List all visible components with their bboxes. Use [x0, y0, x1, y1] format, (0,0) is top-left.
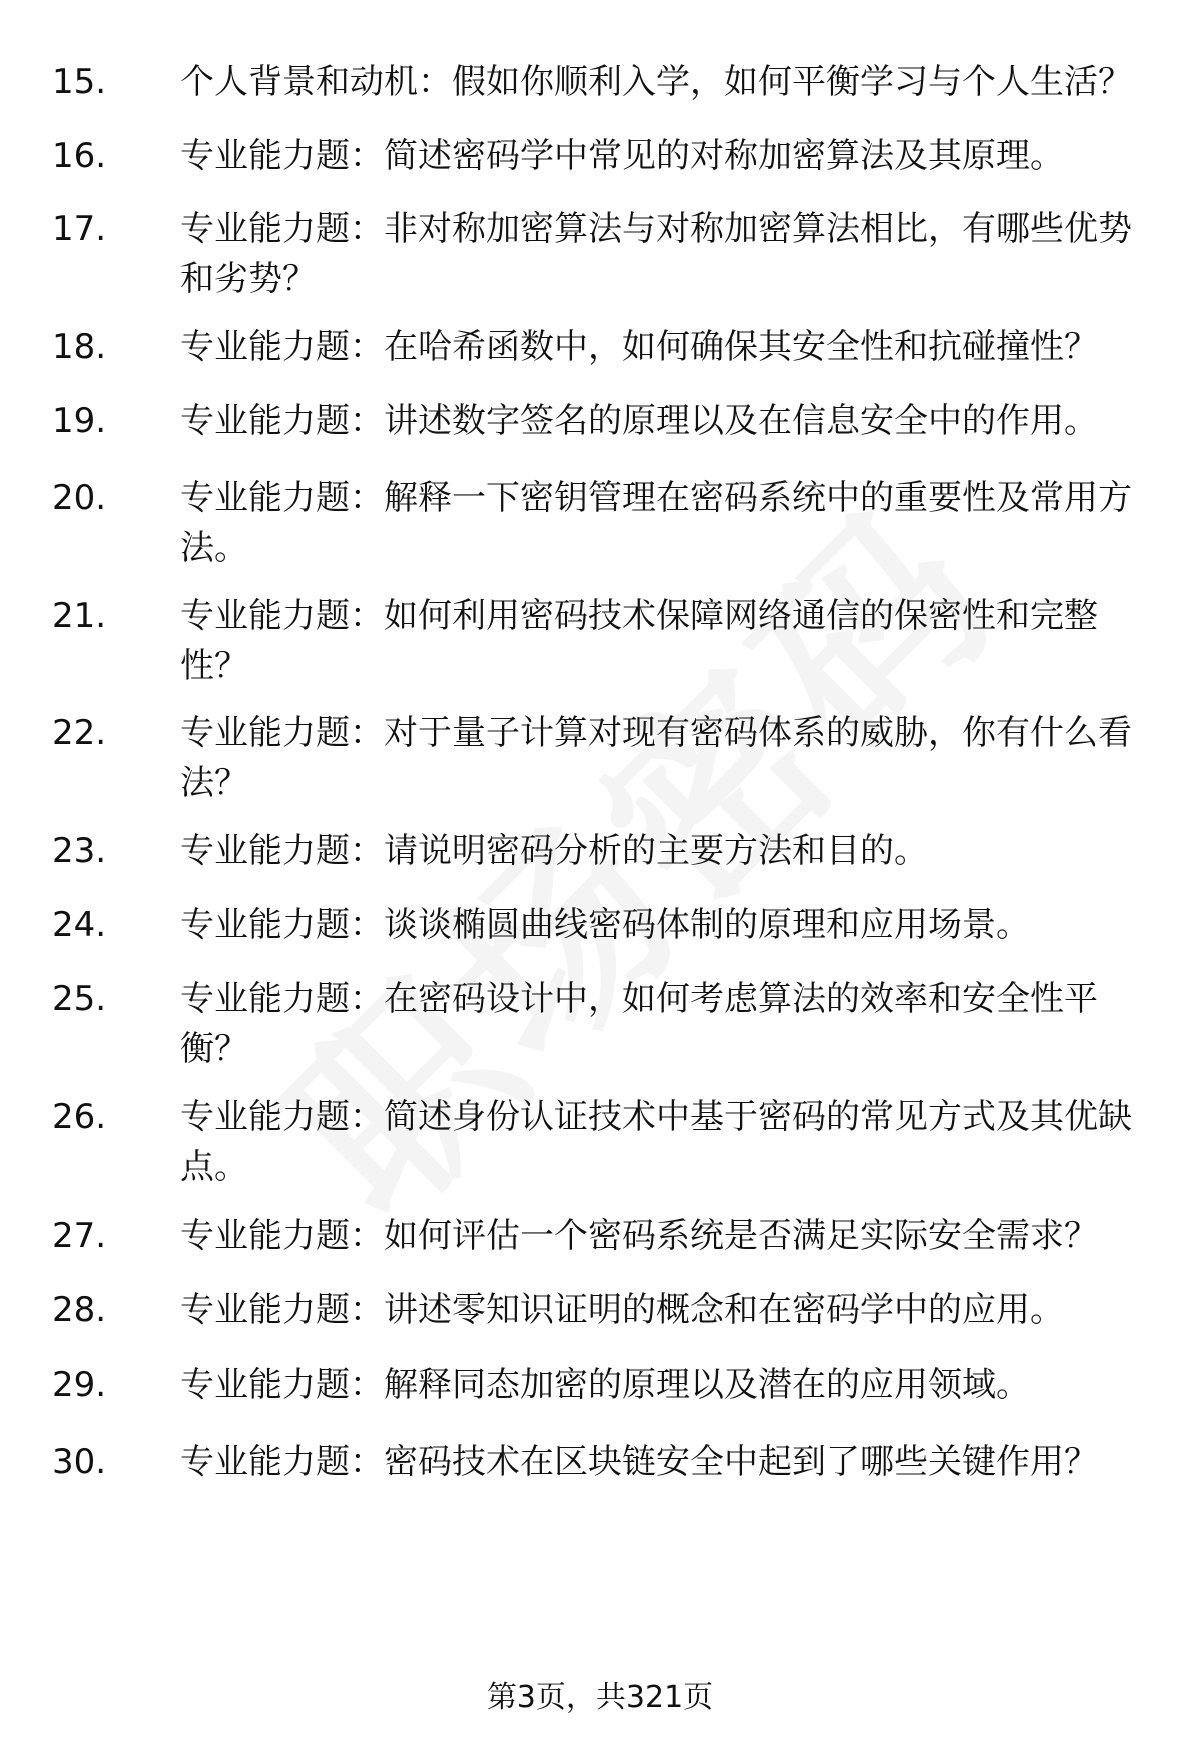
page-footer: 第3页，共321页: [486, 1680, 714, 1715]
question-item: [52, 1092, 1152, 1192]
question-text: 专业能力题：讲述零知识证明的概念和在密码学中的应用。: [180, 1290, 1064, 1330]
question-item: [52, 591, 1152, 691]
question-item: [52, 473, 1152, 573]
question-text: 专业能力题：在密码设计中，如何考虑算法的效率和安全性平衡？: [180, 979, 1098, 1069]
question-item: [52, 900, 1152, 950]
question-number: 26.: [52, 1097, 107, 1137]
question-number: 21.: [52, 596, 107, 636]
question-number: 30.: [52, 1442, 107, 1482]
question-text: 专业能力题：简述密码学中常见的对称加密算法及其原理。: [180, 136, 1064, 176]
question-item: [52, 396, 1152, 446]
question-item: [52, 826, 1152, 876]
question-number: 27.: [52, 1216, 107, 1256]
question-number: 18.: [52, 327, 107, 367]
question-number: 22.: [52, 713, 107, 753]
question-number: 19.: [52, 401, 107, 441]
question-item: [52, 131, 1152, 181]
question-text: 专业能力题：请说明密码分析的主要方法和目的。: [180, 831, 928, 871]
question-item: [52, 1211, 1152, 1261]
question-item: [52, 322, 1152, 372]
question-number: 24.: [52, 905, 107, 945]
question-number: 23.: [52, 831, 107, 871]
question-text: 专业能力题：解释一下密钥管理在密码系统中的重要性及常用方法。: [180, 478, 1132, 568]
question-text: 个人背景和动机：假如你顺利入学，如何平衡学习与个人生活？: [180, 62, 1132, 102]
question-text: 专业能力题：解释同态加密的原理以及潜在的应用领域。: [180, 1365, 1030, 1405]
question-number: 28.: [52, 1290, 107, 1330]
question-text: 专业能力题：在哈希函数中，如何确保其安全性和抗碰撞性？: [180, 327, 1098, 367]
question-text: 专业能力题：简述身份认证技术中基于密码的常见方式及其优缺点。: [180, 1097, 1132, 1187]
question-text: 专业能力题：非对称加密算法与对称加密算法相比，有哪些优势和劣势？: [180, 209, 1132, 299]
question-text: 专业能力题：如何评估一个密码系统是否满足实际安全需求？: [180, 1216, 1098, 1256]
question-number: 20.: [52, 478, 107, 518]
question-item: [52, 204, 1152, 304]
question-number: 16.: [52, 136, 107, 176]
question-item: [52, 1285, 1152, 1335]
question-text: 专业能力题：如何利用密码技术保障网络通信的保密性和完整性？: [180, 596, 1098, 686]
question-number: 15.: [52, 62, 107, 102]
question-text: 专业能力题：讲述数字签名的原理以及在信息安全中的作用。: [180, 401, 1098, 441]
question-item: [52, 974, 1152, 1074]
question-item: [52, 708, 1152, 808]
question-text: 专业能力题：密码技术在区块链安全中起到了哪些关键作用？: [180, 1442, 1098, 1482]
question-item: [52, 1360, 1152, 1410]
question-text: 专业能力题：谈谈椭圆曲线密码体制的原理和应用场景。: [180, 905, 1030, 945]
question-number: 17.: [52, 209, 107, 249]
question-item: [52, 57, 1152, 107]
question-number: 25.: [52, 979, 107, 1019]
question-number: 29.: [52, 1365, 107, 1405]
question-text: 专业能力题：对于量子计算对现有密码体系的威胁，你有什么看法？: [180, 713, 1132, 803]
question-item: [52, 1437, 1152, 1487]
